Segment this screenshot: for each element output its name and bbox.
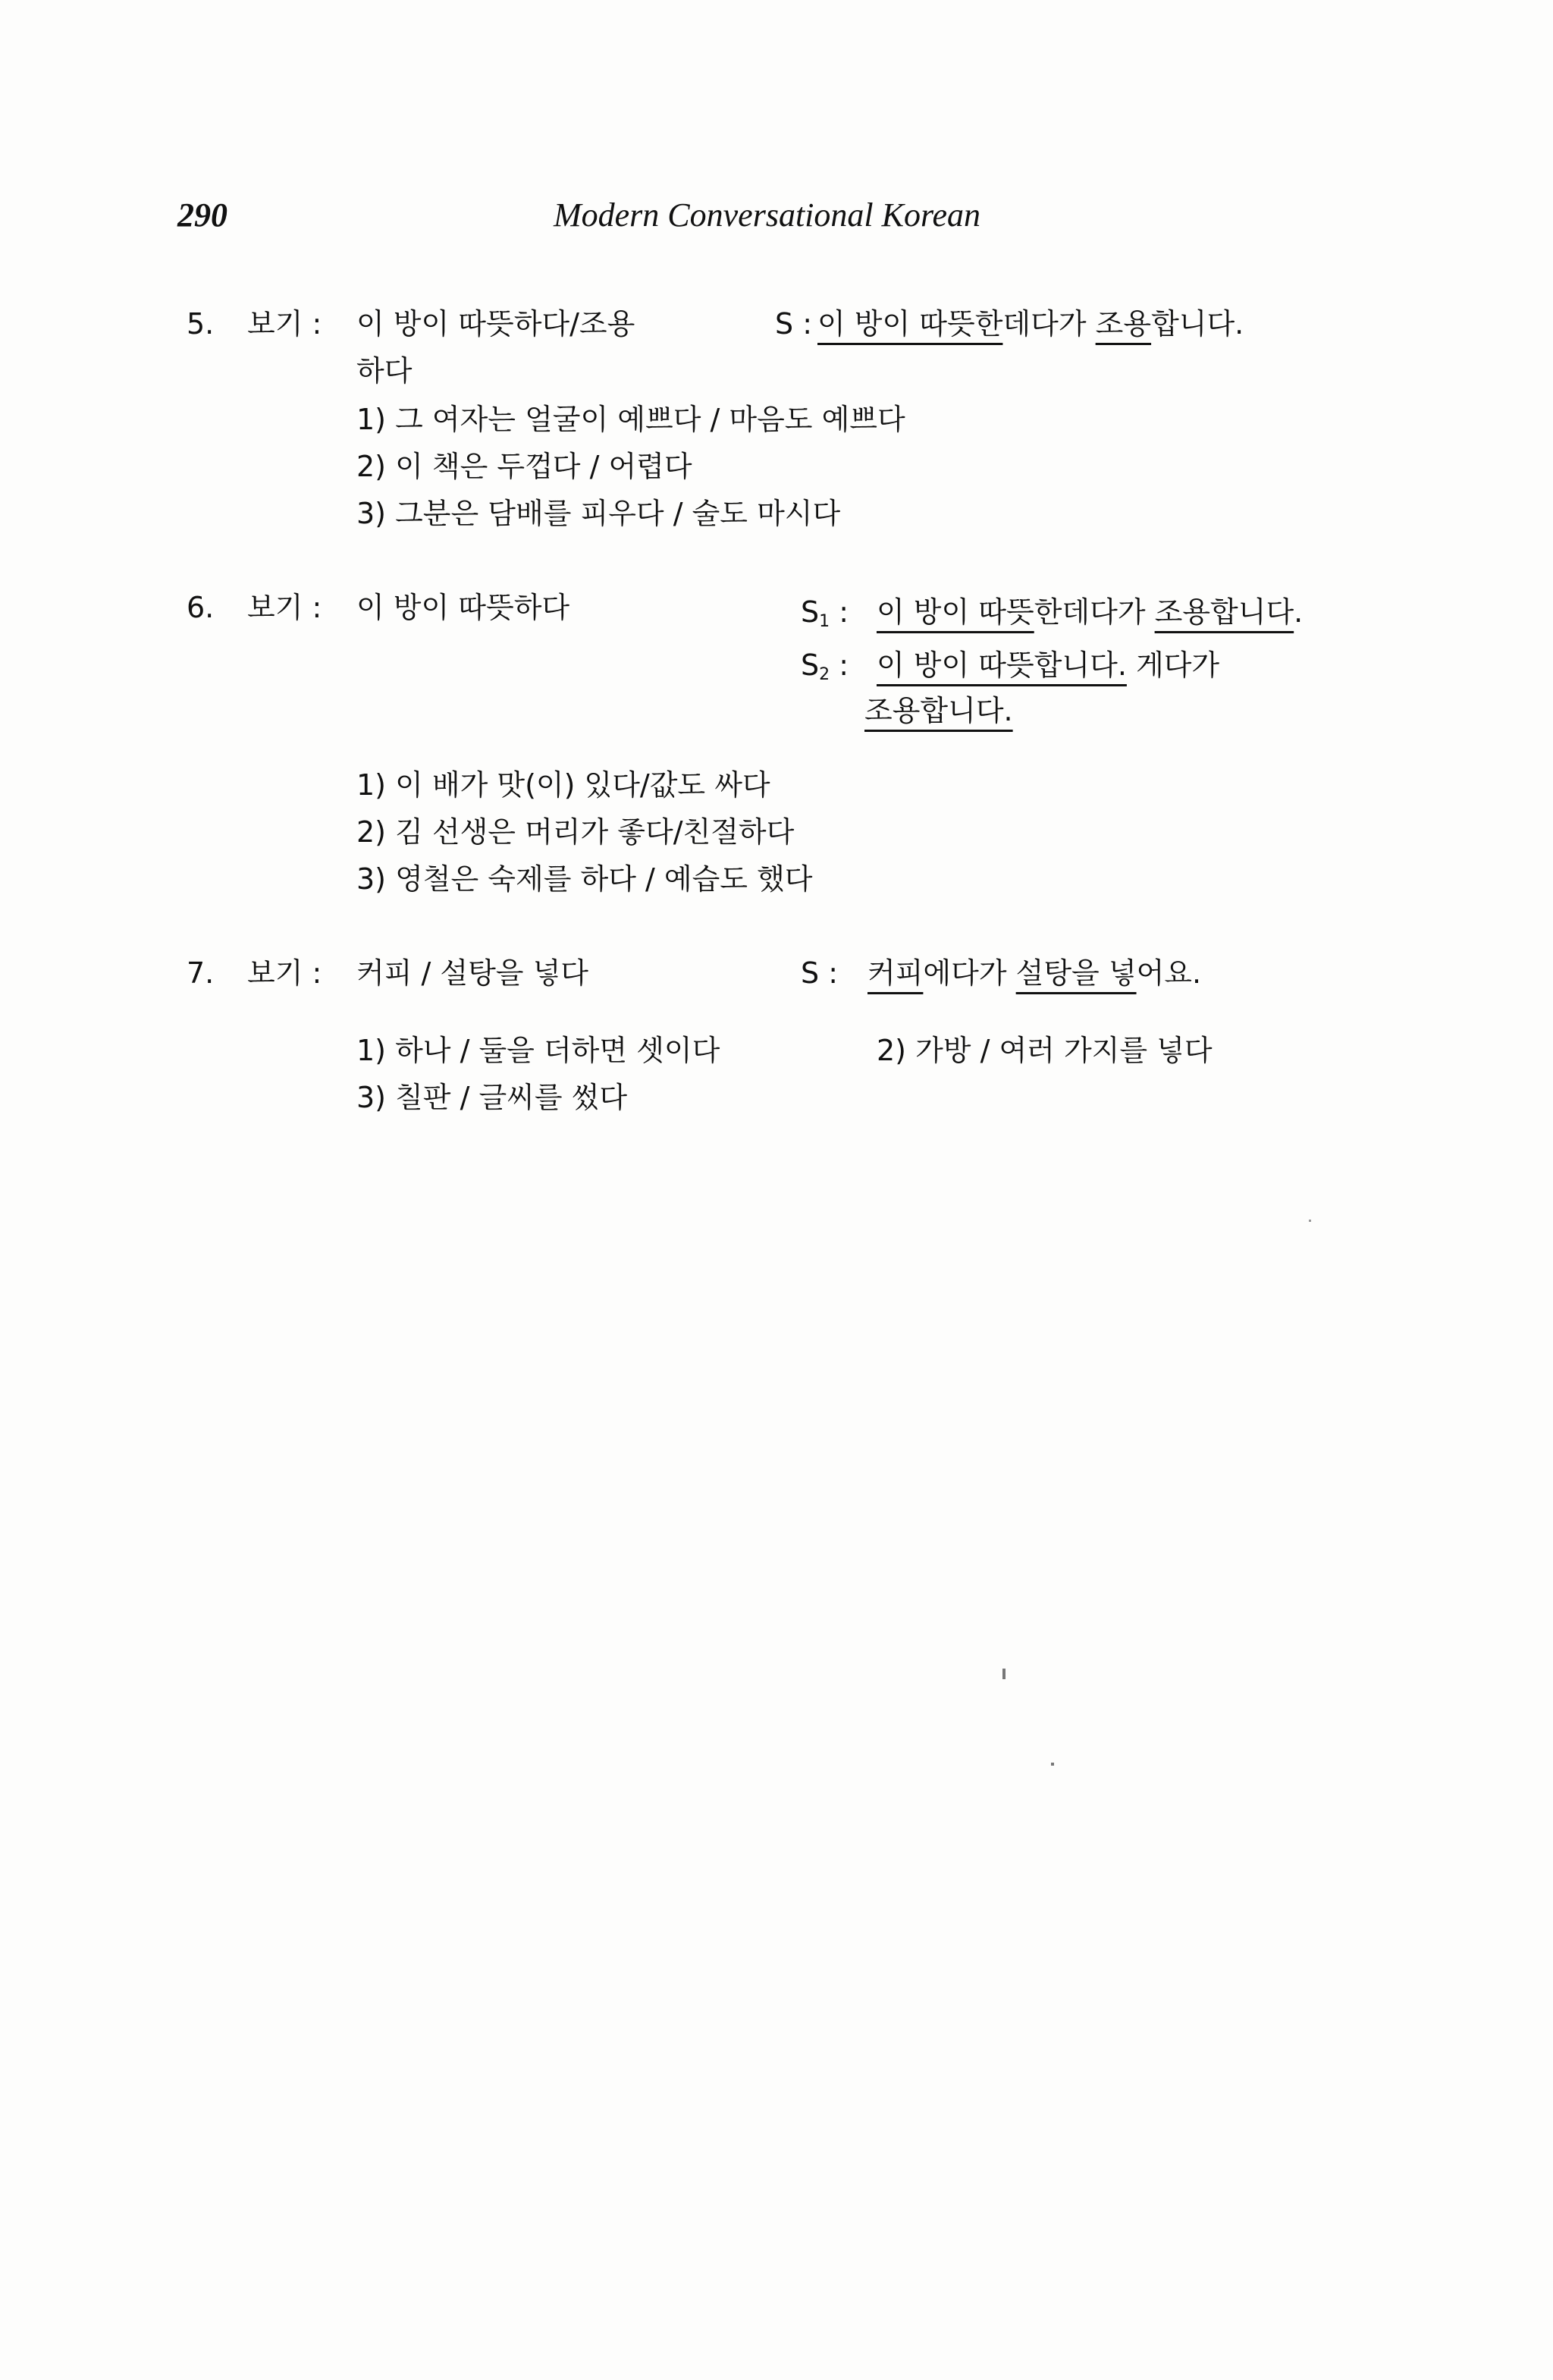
ex7-bogi-label: 보기 :: [247, 956, 322, 990]
ex5-answer-plain-2: 합니다.: [1151, 307, 1244, 341]
s1-letter: S: [801, 595, 820, 629]
ex7-number: 7.: [187, 956, 215, 990]
s2-subscript: 2: [819, 665, 830, 684]
ex6-s2-answer: [877, 648, 1220, 682]
ex7-item-1: 1) 하나 / 둘을 더하면 셋이다: [356, 1034, 720, 1067]
ex7-answer-underlined-1: 커피: [867, 956, 924, 990]
ex6-s2-underlined-1: 이 방이 따뜻합니다.: [877, 648, 1127, 682]
s1-colon: :: [830, 595, 849, 629]
ex6-s2-underlined-2: 조용합니다.: [864, 694, 1013, 727]
ex5-item-3: 3) 그분은 담배를 피우다 / 술도 마시다: [356, 497, 841, 530]
ex7-prompt: 커피 / 설탕을 넣다: [356, 956, 588, 990]
ex6-s1-underlined-2: 조용합니다: [1154, 595, 1294, 629]
ex7-s-label: S :: [801, 956, 839, 990]
ex5-answer-underlined-2: 조용: [1095, 307, 1152, 341]
s2-letter: S: [801, 648, 820, 682]
scan-speck: [1051, 1763, 1054, 1766]
ex7-answer-plain-2: 어요.: [1136, 956, 1202, 990]
ex6-s1-plain-1: 한데다가: [1034, 595, 1155, 629]
ex5-number: 5.: [187, 307, 215, 341]
ex6-s2-plain-1: 게다가: [1126, 648, 1220, 682]
ex6-s1-underlined-1: 이 방이 따뜻: [877, 595, 1034, 629]
ex5-prompt-cont: 하다: [356, 354, 413, 388]
ex6-item-2: 2) 김 선생은 머리가 좋다/친절하다: [356, 815, 795, 849]
ex7-answer: [867, 956, 1202, 990]
scan-speck: [1309, 1220, 1311, 1222]
ex7-item-2: 2) 가방 / 여러 가지를 넣다: [877, 1034, 1213, 1067]
ex5-answer-plain-1: 데다가: [1002, 307, 1096, 341]
ex5-answer-underlined-1: 이 방이 따뜻한: [817, 307, 1003, 341]
ex5-item-1: 1) 그 여자는 얼굴이 예쁘다 / 마음도 예쁘다: [356, 403, 905, 436]
ex5-prompt: 이 방이 따뜻하다/조용: [356, 307, 635, 341]
ex6-s1-label: [801, 595, 849, 631]
ex5-s-label: S :: [775, 307, 813, 341]
ex6-number: 6.: [187, 591, 215, 624]
ex6-item-1: 1) 이 배가 맛(이) 있다/값도 싸다: [356, 768, 770, 802]
s1-subscript: 1: [819, 612, 830, 631]
ex6-item-3: 3) 영철은 숙제를 하다 / 예습도 했다: [356, 862, 813, 896]
book-title: Modern Conversational Korean: [554, 196, 980, 234]
page-number: 290: [177, 196, 227, 234]
ex6-s2-answer-cont: [864, 696, 1013, 725]
ex6-bogi-label: 보기 :: [247, 591, 322, 624]
ex6-s1-answer: [877, 595, 1304, 629]
ex6-s2-label: [801, 648, 849, 684]
ex5-bogi-label: 보기 :: [247, 307, 322, 341]
ex7-answer-plain-1: 에다가: [923, 956, 1016, 990]
scan-speck: [1002, 1669, 1006, 1679]
ex6-s1-plain-2: .: [1294, 595, 1304, 629]
ex5-answer: [817, 307, 1244, 341]
ex7-item-3: 3) 칠판 / 글씨를 썼다: [356, 1081, 628, 1114]
ex7-answer-underlined-2: 설탕을 넣: [1015, 956, 1137, 990]
ex5-item-2: 2) 이 책은 두껍다 / 어렵다: [356, 450, 692, 483]
s2-colon: :: [830, 648, 849, 682]
ex6-prompt: 이 방이 따뜻하다: [356, 591, 570, 624]
